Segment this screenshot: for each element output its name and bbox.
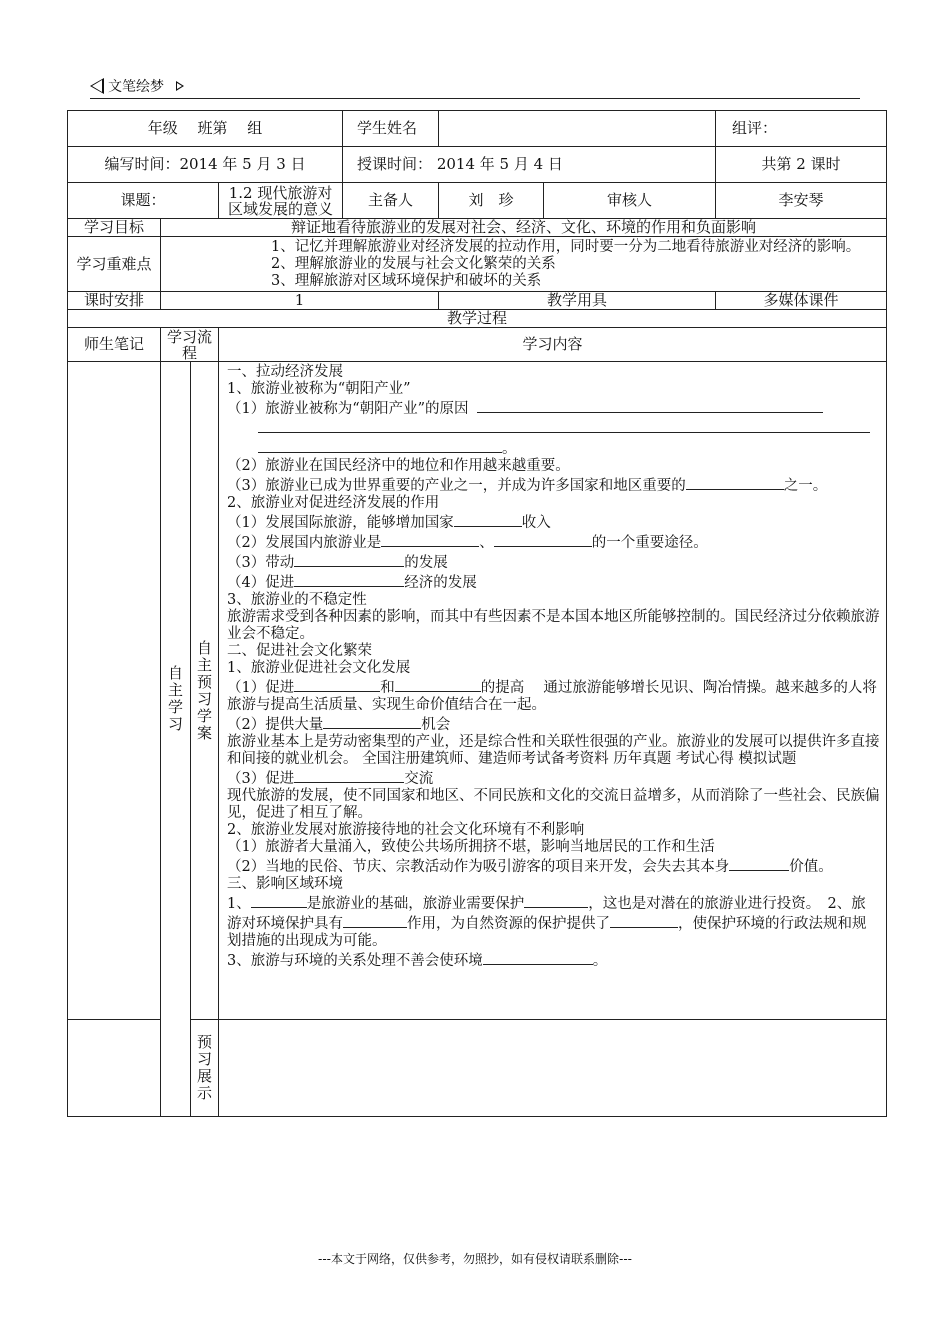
reviewer: 李安琴 [716,183,887,219]
preparer: 刘 珍 [439,183,544,219]
triangle-right-icon [176,81,184,91]
preview-plan-label: 自主预习学案 [191,362,219,1020]
row-preview-plan [68,362,887,1020]
row-process-title [68,310,887,328]
preview-show-label: 预习展示 [191,1020,219,1117]
grade-class: 年级 班第 组 [68,111,343,147]
key-point-1: 1、记忆并理解旅游业对经济发展的拉动作用，同时要一分为二地看待旅游业对经济的影响。 [271,238,861,255]
content-header: 学习内容 [219,328,887,362]
topic: 1.2 现代旅游对区域发展的意义 [219,183,343,219]
teach-time: 授课时间： 2014 年 5 月 4 日 [343,147,716,183]
blank-foundation[interactable] [251,893,307,908]
key-point-2: 2、理解旅游业的发展与社会文化繁荣的关系 [271,255,556,272]
group-evaluation: 组评： [716,111,887,147]
row-goal [68,219,887,237]
row-info-3 [68,183,887,219]
blank-drive[interactable] [294,552,404,567]
row-info-2 [68,147,887,183]
blank-domestic-2[interactable] [494,532,592,547]
reviewer-label: 审核人 [544,183,716,219]
write-time: 编写时间：2014 年 5 月 3 日 [68,147,343,183]
blank-reason-2[interactable] [258,418,870,433]
topic-label: 课题： [68,183,219,219]
schedule-label: 课时安排 [68,292,161,310]
schedule-value: 1 [161,292,439,310]
goal-label: 学习目标 [68,219,161,237]
triangle-left-icon [90,78,104,94]
lesson-plan-table [67,110,887,1117]
row-preview-show [68,1020,887,1117]
notes-cell-2[interactable] [68,1020,161,1117]
blank-important-industry[interactable] [686,475,784,490]
blank-protect[interactable] [524,893,588,908]
blank-provided[interactable] [610,913,678,928]
key-point-3: 3、理解旅游对区域环境保护和破坏的关系 [271,272,542,289]
blank-exchange[interactable] [294,768,404,783]
row-schedule [68,292,887,310]
blank-reason-1[interactable] [477,398,823,413]
period-number: 共第 2 课时 [716,147,887,183]
row-info-1 [68,111,887,147]
row-column-headers [68,328,887,362]
blank-reason-3[interactable] [258,438,502,453]
row-key-points [68,237,887,292]
learning-content: 一、拉动经济发展 1、旅游业被称为“朝阳产业” （1）旅游业被称为“朝阳产业”的原因 。 （2）旅游业在国民经济中的地位和作用越来越重要。 （3）旅游业已成为世界重要的产业之一，并成为许多国家和地区重要的 之一。 2、旅游业对促进经济发展的作用 （1）发展国际旅游，能够增加国家 收入 （2）发展国内旅游业是 、 的一个重要途径。 （3）带动 的发展 （4）促进 经济的发展 3、旅游业的不稳定性 旅游需求受到各种因素的影响，而其中有些因素不是本国本地区所能够控制的。国民经济过分依赖旅游业会不稳定。 二、促进社会文化繁荣 1、旅游业促进社会文化发展 （1）促进 和 的提高 通过旅游能够增长见识、陶冶情操。越来越多的人将旅游与提高生活质量、实现生命价值结合在一起。 （2）提供大量 机会 旅游业基本上是劳动密集型的产业，还是综合性和关联性很强的产业。旅游业的发展可以提供许多直接和间接的就业机会。 全国注册建筑师、建造师考试备考资料 历年真题 考试心得 模拟试题 （3）促进 交流 现代旅游的发展，使不同国家和地区、不同民族和文化的交流日益增多，从而消除了一些社会、民族偏见，促进了相互了解。 2、旅游业发展对旅游接待地的社会文化环境有不利影响 （1）旅游者大量涌入，致使公共场所拥挤不堪，影响当地居民的工作和生活 （2）当地的民俗、节庆、宗教活动作为吸引游客的项目来开发，会失去其本身 价值。 三、影响区域环境 1、 是旅游业的基础，旅游业需要保护 ，这也是对潜在的旅游业进行投资。 2、旅游对环境保护具有 作用，为自然资源的保护提供了 ，使保护环境的行政法规和规划措施的出现成为可能。 3、旅游与环境的关系处理不善会使环境 。 [219,362,887,1020]
footer-disclaimer: ---本文于网络，仅供参考，勿照抄，如有侵权请联系删除--- [318,1252,632,1266]
key-points-label: 学习重难点 [68,237,161,292]
student-name-field[interactable] [439,111,716,147]
blank-own-value[interactable] [729,856,789,871]
blank-opportunities[interactable] [323,714,421,729]
process-title: 教学过程 [68,310,887,328]
brand [90,76,184,96]
blank-promote-2[interactable] [395,677,481,692]
blank-effect[interactable] [343,913,407,928]
blank-domestic-1[interactable] [381,532,479,547]
goal-text: 辩证地看待旅游业的发展对社会、经济、文化、环境的作用和负面影响 [161,219,887,237]
flow-header: 学习流程 [161,328,219,362]
tools-value: 多媒体课件 [716,292,887,310]
brand-text: 文笔绘梦 [108,79,164,95]
blank-environment[interactable] [483,950,593,965]
tools-label: 教学用具 [439,292,716,310]
preview-show-content[interactable] [219,1020,887,1117]
blank-promote-1[interactable] [294,677,380,692]
self-study-label: 自主学习 [161,362,191,1117]
student-name-label: 学生姓名 [343,111,439,147]
blank-income[interactable] [454,512,522,527]
blank-promote-economy[interactable] [294,572,404,587]
key-points-list [161,237,887,292]
page-header [90,74,860,99]
notes-header: 师生笔记 [68,328,161,362]
preparer-label: 主备人 [343,183,439,219]
notes-cell[interactable] [68,362,161,1020]
